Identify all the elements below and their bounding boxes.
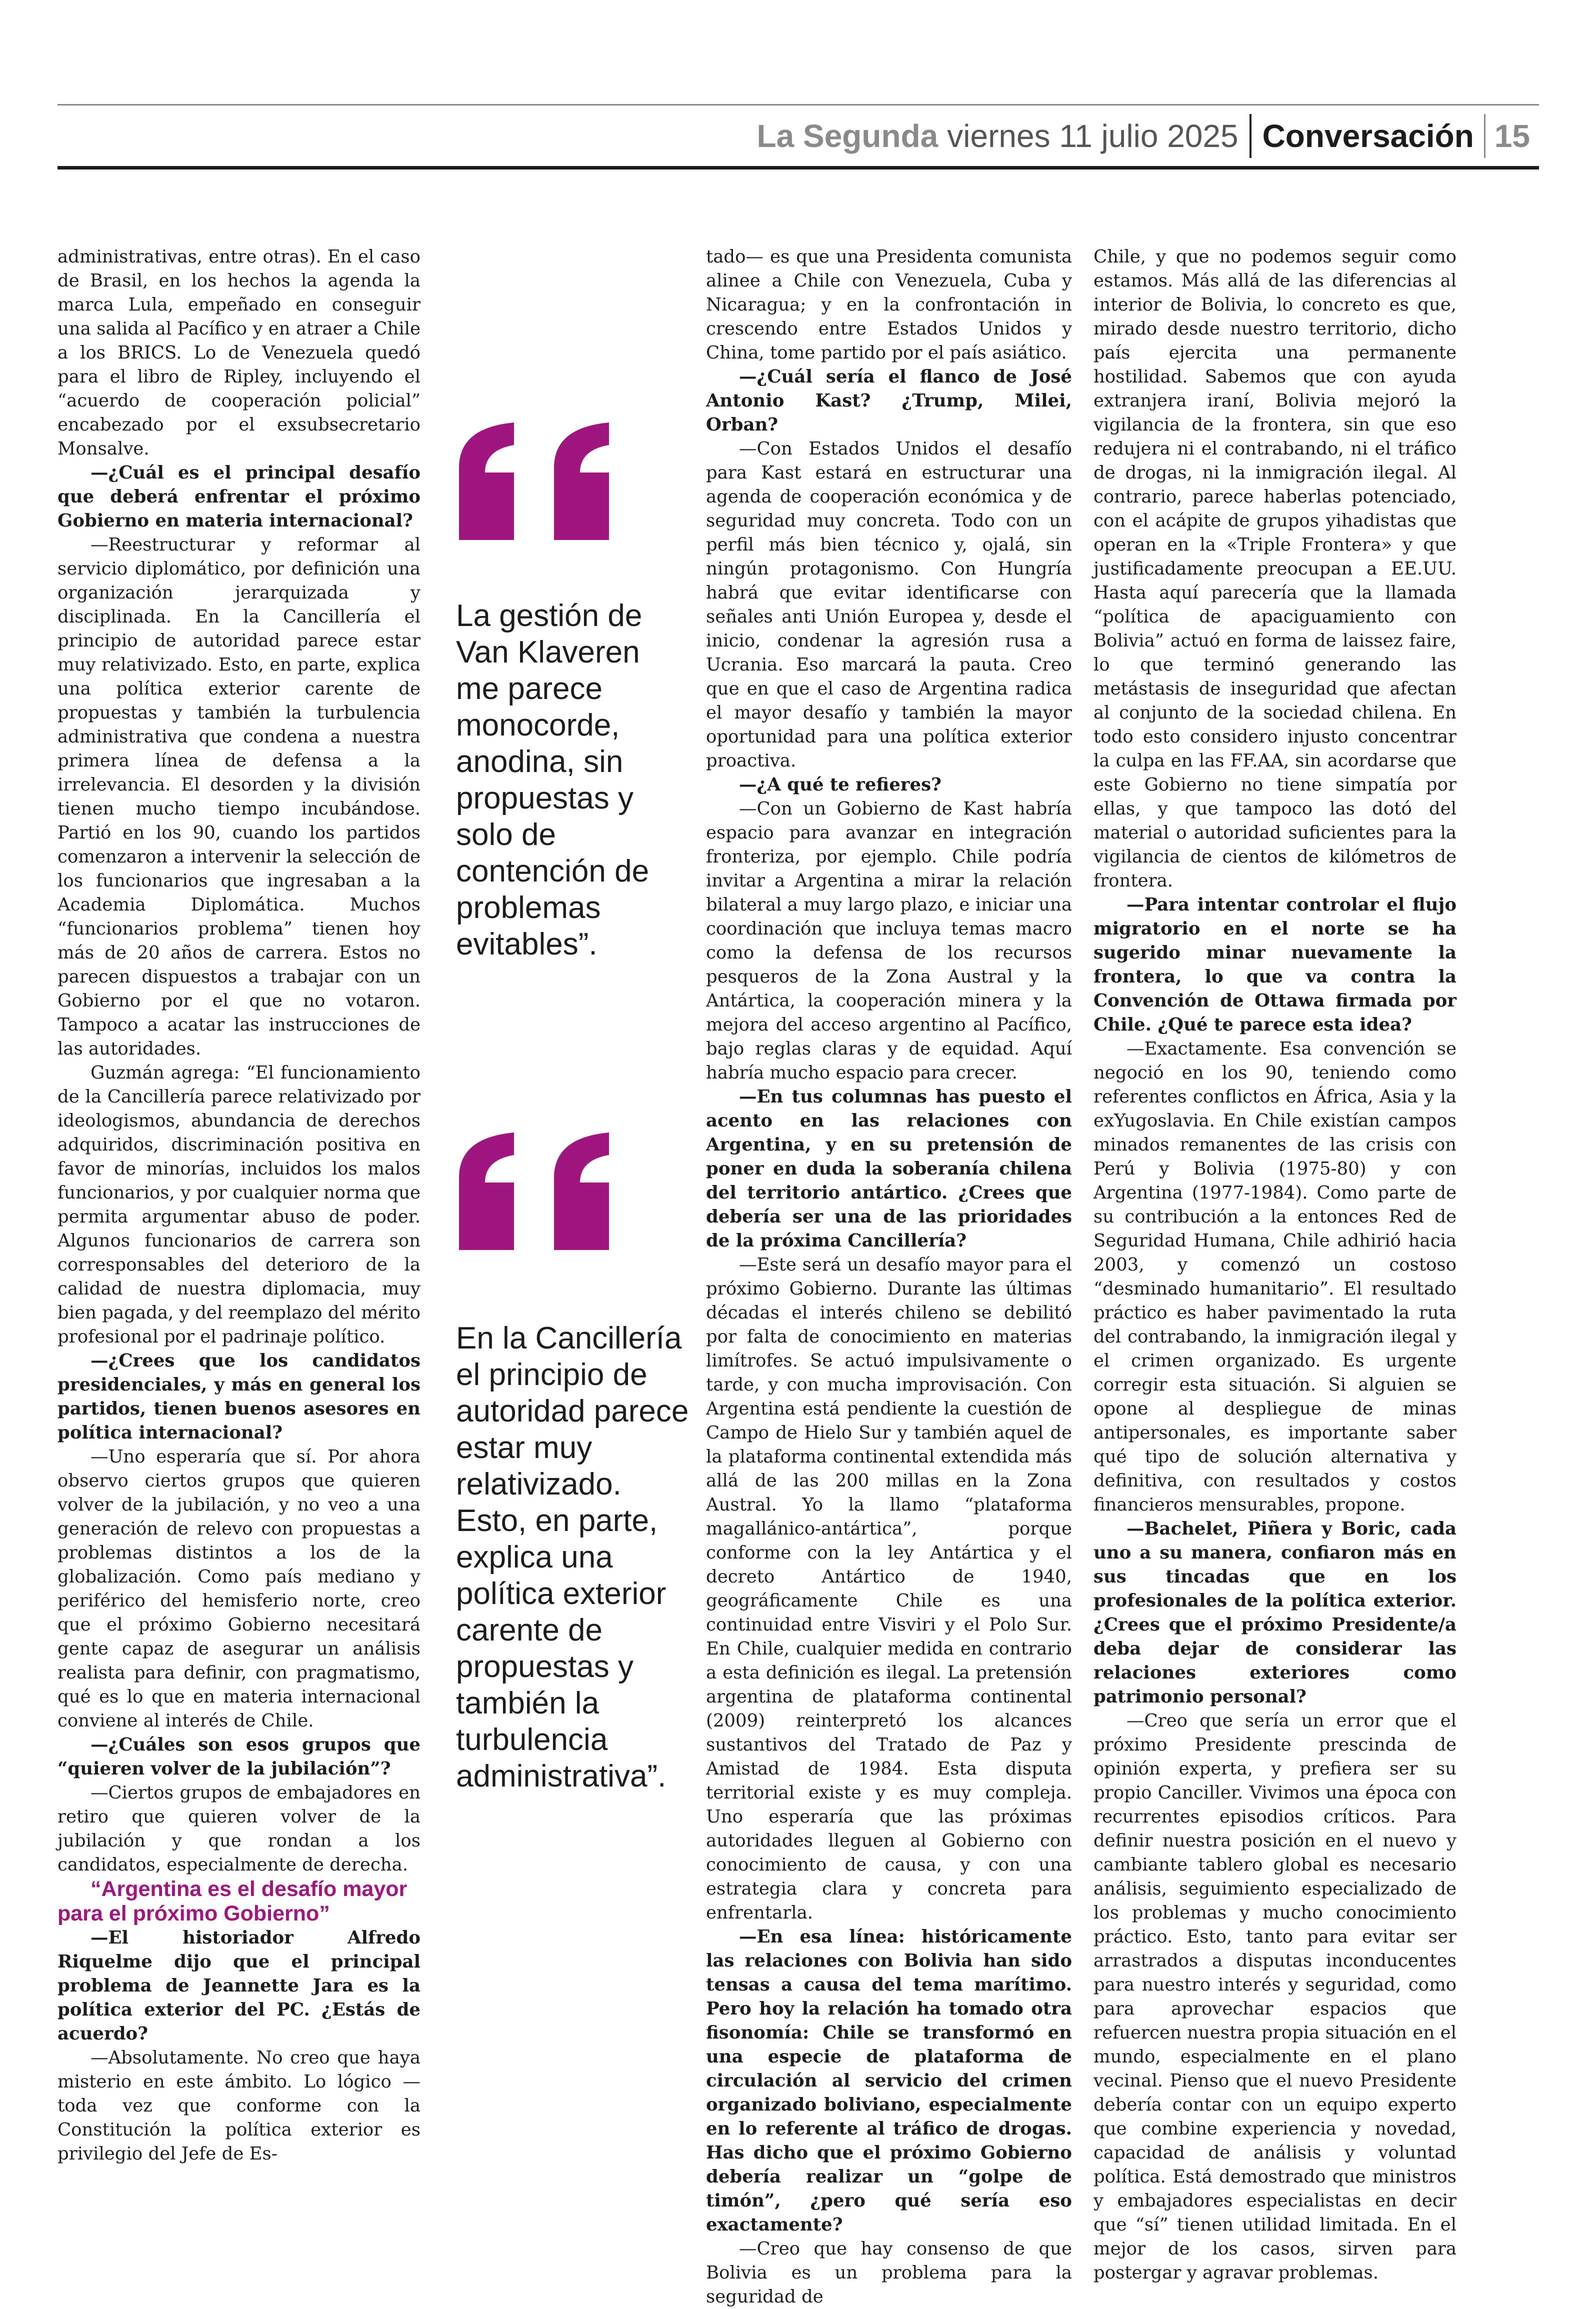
paragraph: —Absolutamente. No creo que haya misterio en este ámbito. Lo lógico —toda vez que conforme con la Constitución la política exterior es privilegio del Jefe de Es- [58, 2048, 420, 2164]
issue-date: viernes 11 julio 2025 [947, 118, 1238, 154]
paragraph: —Este será un desafío mayor para el próximo Gobierno. Durante las últimas décadas el interés chileno se debilitó por falta de conocimiento en materias limítrofes. Se actuó impulsivamente o tarde, y con mucha improvisación. Con Argentina está pendiente la cuestión de Campo de Hielo Sur y también aquel de la plataforma continental extendida más allá de las 200 millas en la Zona Austral. Yo la llamo “plataforma magallánico-antártica”, porque conforme con la ley Antártica y el decreto Antártico de 1940, geográficamente Chile es una continuidad entre Visviri y el Polo Sur. En Chile, cualquier medida en contrario a esta definición es ilegal. La pretensión argentina de plataforma continental (2009) reinterpretó los alcances sustantivos del Tratado de Paz y Amistad de 1984. Esta disputa territorial existe y es muy compleja. Uno esperaría que las próximas autoridades lleguen al Gobierno con conocimiento de causa, y con una estrategia clara y concreta para enfrentarla. [706, 1254, 1072, 1923]
interview-question: —¿Crees que los candidatos presidenciales, y más en general los partidos, tienen buenos asesores en política internacional? [58, 1350, 420, 1443]
section-subheading: “Argentina es el desafío mayor para el próximo Gobierno” [58, 1877, 408, 1926]
paragraph: —Creo que hay consenso de que Bolivia es un problema para la seguridad de [706, 2238, 1072, 2307]
interview-question: —¿Cuál es el principal desafío que deberá enfrentar el próximo Gobierno en materia internacional? [58, 462, 420, 531]
paragraph: —Uno esperaría que sí. Por ahora observo ciertos grupos que quieren volver de la jubilación, y no veo a una generación de relevo con propuestas a problemas distintos a los de la globalización. Como país mediano y periférico del hemisferio norte, creo que el próximo Gobierno necesitará gente capaz de asegurar un análisis realista para definir, con pragmatismo, qué es lo que en materia internacional conviene al interés de Chile. [58, 1446, 420, 1731]
interview-question: —Bachelet, Piñera y Boric, cada uno a su manera, confiaron más en sus tincadas que en los profesionales de la política exterior. ¿Crees que el próximo Presidente/a deba dejar de considerar las relaciones exteriores como patrimonio personal? [1094, 1518, 1456, 1707]
paragraph: —Reestructurar y reformar al servicio diplomático, por definición una organización jerarquizada y disciplinada. En la Cancillería el principio de autoridad parece estar muy relativizado. Esto, en parte, explica una política exterior carente de propuestas y también la turbulencia administrativa que condena a nuestra primera línea de defensa a la irrelevancia. El desorden y la división tienen mucho tiempo incubándose. Partió en los 90, cuando los partidos comenzaron a intervenir la selección de los funcionarios que ingresaban a la Academia Diplomática. Muchos “funcionarios problema” tienen hoy más de 20 años de carrera. Estos no parecen dispuestos a trabajar con un Gobierno por el que no votaron. Tampoco a acatar las instrucciones de las autoridades. [58, 534, 420, 1059]
masthead [700, 109, 1530, 163]
interview-question: —En esa línea: históricamente las relaciones con Bolivia han sido tensas a causa del tema marítimo. Pero hoy la relación ha tomado otra fisonomía: Chile se transformó en una especie de plataforma de circulación al servicio del crimen organizado boliviano, especialmente en lo referente al tráfico de drogas. Has dicho que el próximo Gobierno debería realizar un “golpe de timón”, ¿pero qué sería eso exactamente? [706, 1926, 1072, 2235]
quote-open-icon [454, 1128, 619, 1252]
article-column-3 [706, 245, 1072, 2309]
paragraph: administrativas, entre otras). En el caso de Brasil, en los hechos la agenda la marca Lula, empeñado en conseguir una salida al Pacífico y en atraer a Chile a los BRICS. Lo de Venezuela quedó para el libro de Ripley, incluyendo el “acuerdo de cooperación policial” encabezado por el exsubsecretario Monsalve. [58, 246, 420, 459]
newspaper-name: La Segunda [756, 118, 938, 154]
header-rule-bottom [58, 166, 1539, 170]
paragraph: —Exactamente. Esa convención se negoció en los 90, teniendo como referentes conflictos en África, Asia y la exYugoslavia. En Chile existían campos minados remanentes de las crisis con Perú y Bolivia (1975-80) y con Argentina (1977-1984). Como parte de su contribución a la entonces Red de Seguridad Humana, Chile adhirió hacia 2003, y comenzó un costoso “desminado humanitario”. El resultado práctico es haber pavimentado la ruta del contrabando, la inmigración ilegal y el crimen organizado. Es urgente corregir esta situación. Si alguien se opone al despliegue de minas antipersonales, es importante saber qué tipo de solución alternativa y definitiva, con resultados y costos financieros mensurables, propone. [1094, 1038, 1456, 1515]
interview-question: —En tus columnas has puesto el acento en las relaciones con Argentina, y en su pretensión de poner en duda la soberanía chilena del territorio antártico. ¿Crees que debería ser una de las prioridades de la próxima Cancillería? [706, 1086, 1072, 1251]
interview-question: —Para intentar controlar el flujo migratorio en el norte se ha sugerido minar nuevamente la frontera, lo que va contra la Convención de Ottawa firmada por Chile. ¿Qué te parece esta idea? [1094, 894, 1456, 1035]
section-name: Conversación [1262, 118, 1474, 154]
article-column-4 [1094, 245, 1456, 2285]
paragraph: —Con Estados Unidos el desafío para Kast estará en estructurar una agenda de cooperación económica y de seguridad muy concreta. Todo con un perfil más bien técnico y, ojalá, sin ningún protagonismo. Con Hungría habrá que evitar identificarse con señales anti Unión Europea y, desde el inicio, condenar la agresión rusa a Ucrania. Eso marcará la pauta. Creo que en que el caso de Argentina radica el mayor desafío y también la mayor oportunidad para una política exterior proactiva. [706, 438, 1072, 771]
interview-question: —¿Cuáles son esos grupos que “quieren volver de la jubilación”? [58, 1734, 420, 1779]
paragraph: Chile, y que no podemos seguir como estamos. Más allá de las diferencias al interior de Bolivia, lo concreto es que, mirado desde nuestro territorio, dicho país ejercita una permanente hostilidad. Sabemos que con ayuda extranjera iraní, Bolivia mejoró la vigilancia de la frontera, sin que eso redujera ni el contrabando, ni el tráfico de drogas, ni la inmigración ilegal. Al contrario, parece haberlas potenciado, con el acápite de grupos yihadistas que operan en la «Triple Frontera» y que justificadamente preocupan a EE.UU. Hasta aquí parecería que la llamada “política de apaciguamiento con Bolivia” actuó en forma de laissez faire, lo que terminó generando las metástasis de inseguridad que afectan al conjunto de la sociedad chilena. En todo esto considero injusto concentrar la culpa en las FF.AA, sin acordarse que este Gobierno no tiene simpatía por ellas, y que tampoco las dotó del material o autoridad suficientes para la vigilancia de cientos de kilómetros de frontera. [1094, 246, 1456, 891]
interview-question: —¿Cuál sería el flanco de José Antonio Kast? ¿Trump, Milei, Orban? [706, 366, 1072, 435]
pull-quote-2: En la Cancillería el principio de autoridad parece estar muy relativizado. Esto, en parte, explica una política exterior carente de propuestas y también la turbulencia administrativa”. [456, 1321, 689, 1794]
interview-question: —¿A qué te refieres? [739, 774, 942, 795]
paragraph: —Ciertos grupos de embajadores en retiro que quieren volver de la jubilación y que rondan a los candidatos, especialmente de derecha. [58, 1782, 420, 1875]
masthead-divider [1250, 114, 1252, 158]
interview-question: —El historiador Alfredo Riquelme dijo que el principal problema de Jeannette Jara es la política exterior del PC. ¿Estás de acuerdo? [58, 1928, 420, 2044]
paragraph: Guzmán agrega: “El funcionamiento de la Cancillería parece relativizado por ideologismos, abundancia de derechos adquiridos, discriminación positiva en favor de minorías, incluidos los malos funcionarios, y por cualquier norma que permita argumentar abuso de poder. Algunos funcionarios de carrera son corresponsables del deterioro de la calidad de nuestra diplomacia, muy bien pagada, y del reemplazo del mérito profesional por el padrinaje político. [58, 1062, 420, 1347]
pull-quote-1: La gestión de Van Klaveren me parece monocorde, anodina, sin propuestas y solo de contención de problemas evitables”. [456, 598, 650, 962]
page-divider [1484, 114, 1486, 158]
paragraph: tado— es que una Presidenta comunista alinee a Chile con Venezuela, Cuba y Nicaragua; y en la confrontación in crescendo entre Estados Unidos y China, tome partido por el país asiático. [706, 246, 1072, 363]
paragraph: —Creo que sería un error que el próximo Presidente prescinda de opinión experta, y prefiera ser su propio Canciller. Vivimos una época con recurrentes episodios críticos. Para definir nuestra posición en el nuevo y cambiante tablero global es necesario análisis, seguimiento especializado de los problemas y mucho conocimiento práctico. Esto, tanto para evitar ser arrastrados a disputas inconducentes para nuestro interés y seguridad, como para aprovechar espacios que refuercen nuestra propia situación en el mundo, especialmente en el plano vecinal. Pienso que el nuevo Presidente debería contar con un equipo experto que combine experiencia y novedad, capacidad de análisis y voluntad política. Está demostrado que ministros y embajadores especialistas en decir que “sí” tienen utilidad limitada. En el mejor de los casos, sirven para postergar y agravar problemas. [1094, 1710, 1456, 2283]
article-column-1 [58, 245, 420, 2166]
header-rule-top [58, 104, 1539, 106]
quote-open-icon [454, 418, 619, 542]
paragraph: —Con un Gobierno de Kast habría espacio para avanzar en integración fronteriza, por ejemplo. Chile podría invitar a Argentina a mirar la relación bilateral a muy largo plazo, e iniciar una coordinación que incluya temas macro como la defensa de los recursos pesqueros de la Zona Austral y la Antártica, la cooperación minera y la mejora del acceso argentino al Pacífico, bajo reglas claras y de equidad. Aquí habría mucho espacio para crecer. [706, 798, 1072, 1083]
page-number: 15 [1494, 118, 1530, 154]
